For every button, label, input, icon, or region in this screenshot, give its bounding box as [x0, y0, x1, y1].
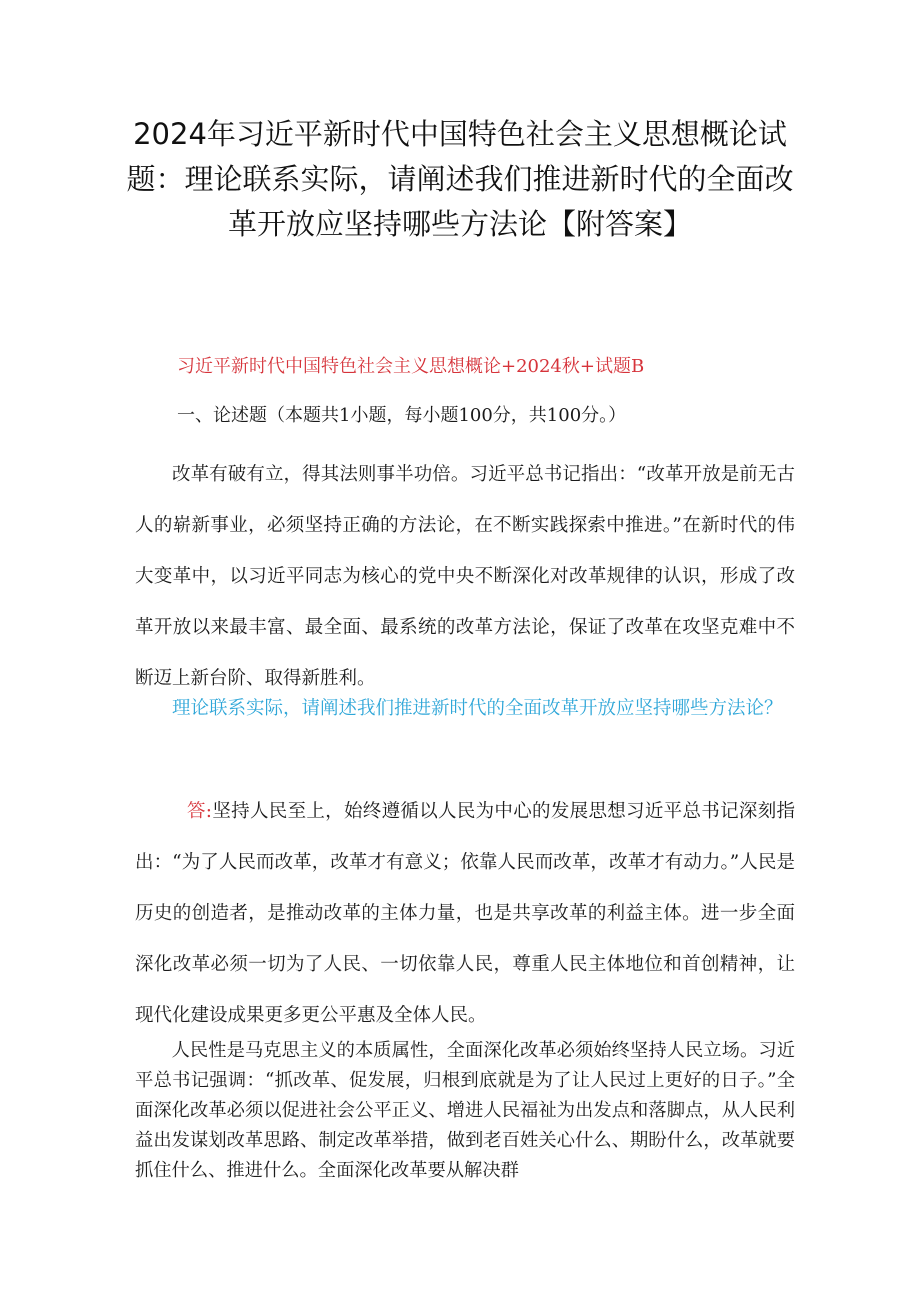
document-title: 2024年习近平新时代中国特色社会主义思想概论试题：理论联系实际，请阐述我们推进新时代的全面改革开放应坚持哪些方法论【附答案】: [126, 117, 794, 241]
intro-paragraph: 改革有破有立，得其法则事半功倍。习近平总书记指出：“改革开放是前无古人的崭新事业，必须坚持正确的方法论，在不断实践探索中推进。”在新时代的伟大变革中，以习近平同志为核心的党中央不断深化对改革规律的认识，形成了改革开放以来最丰富、最全面、最系统的改革方法论，保证了改革在攻坚克难中不断迈上新台阶、取得新胜利。: [135, 464, 795, 689]
answer-text: 坚持人民至上，始终遵循以人民为中心的发展思想习近平总书记深刻指出：“为了人民而改革，改革才有意义；依靠人民而改革，改革才有动力。”人民是历史的创造者，是推动改革的主体力量，也是共享改革的利益主体。进一步全面深化改革必须一切为了人民、一切依靠人民，尊重人民主体地位和首创精神，让现代化建设成果更多更公平惠及全体人民。: [135, 801, 795, 1026]
answer-label: 答:: [187, 801, 213, 822]
section-heading: 一、论述题（本题共1小题，每小题100分，共100分。）: [177, 405, 627, 426]
question-paragraph: 理论联系实际，请阐述我们推进新时代的全面改革开放应坚持哪些方法论？: [172, 698, 783, 719]
exam-subtitle: 习近平新时代中国特色社会主义思想概论+2024秋+试题B: [177, 356, 645, 377]
answer-paragraph: [135, 786, 795, 1041]
people-paragraph: 人民性是马克思主义的本质属性，全面深化改革必须始终坚持人民立场。习近平总书记强调：“抓改革、促发展，归根到底就是为了让人民过上更好的日子。”全面深化改革必须以促进社会公平正义、增进人民福祉为出发点和落脚点，从人民利益出发谋划改革思路、制定改革举措，做到老百姓关心什么、期盼什么，改革就要抓住什么、推进什么。全面深化改革要从解决群: [135, 1040, 795, 1181]
